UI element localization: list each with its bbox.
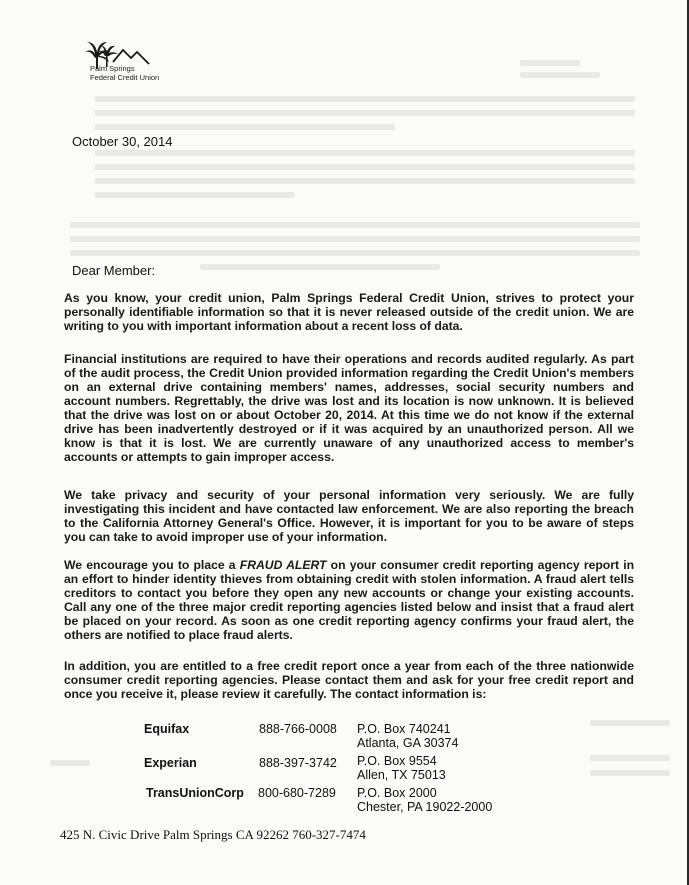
agency-name: TransUnionCorp (146, 786, 244, 800)
salutation: Dear Member: (72, 263, 156, 278)
paragraph-audit: Financial institutions are required to have their operations and records audited regularly. As part of the audit process, the Credit Union provided information regarding the Credit Union's members on an external drive containing members' names, addresses, social security numbers and account numbers. Regrettably, the drive was lost and its location is now unknown. It is believed that the drive was lost on or about October 20, 2014. At this time we do not know if the external drive has been inadvertently destroyed or if it was acquired by an unauthorized person. All we know is that it is lost. We are currently unaware of any unauthorized access to member's accounts or attempts to gain improper access. (64, 352, 634, 464)
paragraph-fraud-alert: We encourage you to place a FRAUD ALERT on your consumer credit reporting agency report in an effort to hinder identity thieves from obtaining credit with stolen information. A fraud alert tells creditors to contact you before they open any new accounts or change your existing accounts. Call any one of the three major credit reporting agencies listed below and insist that a fraud alert be placed on your record. As soon as one credit reporting agency confirms your fraud alert, the others are notified to place fraud alerts. (64, 558, 635, 642)
paragraph-intro: As you know, your credit union, Palm Springs Federal Credit Union, strives to protect your personally identifiable information so that it is never released outside of the credit union. We are writing to you with important information about a recent loss of data. (64, 291, 634, 333)
paragraph-free-report: In addition, you are entitled to a free credit report once a year from each of the three nationwide consumer credit reporting agencies. Please contact them and ask for your free credit report and once you receive it, please review it carefully. The contact information is: (64, 659, 634, 701)
agency-address (357, 754, 557, 782)
agency-address-line1: P.O. Box 9554 (357, 754, 437, 768)
agency-address-line1: P.O. Box 2000 (357, 786, 437, 800)
agency-address (357, 786, 557, 814)
footer-address: 425 N. Civic Drive Palm Springs CA 92262 760-327-7474 (60, 827, 366, 842)
credit-union-name (90, 64, 159, 82)
agency-address-line2: Atlanta, GA 30374 (357, 736, 459, 750)
agency-name: Equifax (144, 722, 190, 736)
paragraph-privacy: We take privacy and security of your personal information very seriously. We are fully investigating this incident and have contacted law enforcement. We are also reporting the breach to the California Attorney General's Office. However, it is important for you to be aware of steps you can take to avoid improper use of your information. (64, 488, 634, 544)
agency-address-line2: Allen, TX 75013 (357, 768, 446, 782)
agency-phone: 888-766-0008 (259, 722, 337, 736)
agency-phone: 888-397-3742 (259, 756, 337, 770)
agency-address-line2: Chester, PA 19022-2000 (357, 800, 493, 814)
letter-date: October 30, 2014 (72, 134, 173, 149)
agency-address-line1: P.O. Box 740241 (357, 722, 451, 736)
credit-union-name-line2: Federal Credit Union (90, 73, 160, 82)
fraud-alert-emphasis: FRAUD ALERT (239, 558, 327, 572)
agency-address (357, 722, 557, 750)
agency-name: Experian (144, 756, 197, 770)
credit-union-name-line1: Palm Springs (90, 64, 135, 73)
agency-phone: 800-680-7289 (258, 786, 336, 800)
